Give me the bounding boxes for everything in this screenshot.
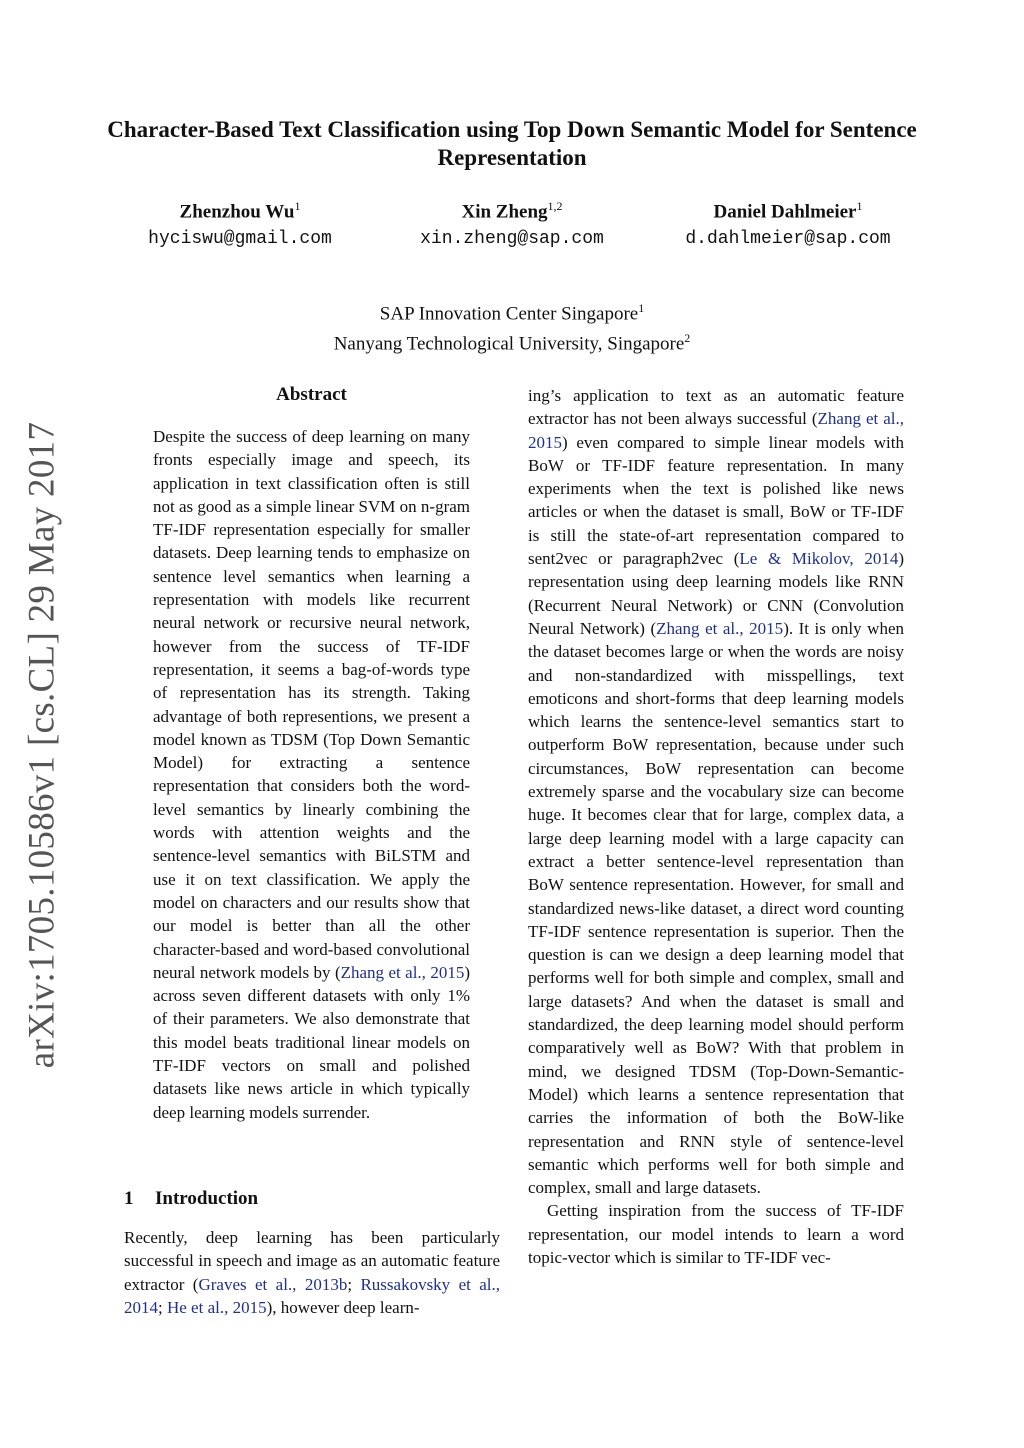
arxiv-id-text: arXiv:1705.10586v1 [cs.CL] 29 May 2017 [21,421,63,1069]
abstract-heading: Abstract [276,384,347,405]
author-email[interactable]: d.dahlmeier@sap.com [685,229,891,250]
citation-link[interactable]: Zhang et al., 2015 [340,962,465,982]
abstract-body: Despite the success of deep learning on many fronts especially image and speech, its application in text classification often is still not as good as a simple linear SVM on n-gram TF-IDF representation especially for smaller datasets. Deep learning tends to emphasize on sentence level semantics when learning a representation with models like recurrent neural network or recursive neural network, however from the success of TF-IDF representation, it seems a bag-of-words type of representation has its strength. Taking advantage of both representions, we present a model known as TDSM (Top Down Semantic Model) for extracting a sentence representation that considers both the word-level semantics by linearly combining the words with attention weights and the sentence-level semantics with BiLSTM and use it on text classification. We apply the model on characters and our results show that our model is better than all the other character-based and word-based convolutional neural network models by (Zhang et al., 2015) across seven different datasets with only 1% of their parameters. We also demonstrate that this model beats traditional linear models on TF-IDF vectors on small and polished datasets like news article in which typically deep learning models surrender. [153,427,471,1122]
citation-link[interactable]: Zhang et al., 2015 [528,409,904,452]
author-name: Zhenzhou Wu$^1$ [179,199,301,223]
right-column [528,384,904,1269]
affiliation-2: Nanyang Technological University, Singapore$^2$ [333,331,691,355]
affiliation-1: SAP Innovation Center Singapore$^1$ [379,301,645,325]
author-name: Xin Zheng$^{1,2}$ [461,199,563,223]
author-email[interactable]: xin.zheng@sap.com [420,229,604,250]
paper-title: Character-Based Text Classification using Top Down Semantic Model for Sentence Representation [107,117,917,170]
paragraph: Getting inspiration from the success of TF-IDF representation, our model intends to learn a word topic-vector which is similar to TF-IDF vec- [528,1201,904,1267]
citation-link[interactable]: Le & Mikolov, 2014 [739,549,899,569]
introduction-body: Recently, deep learning has been particularly successful in speech and image as an automatic feature extractor (Graves et al., 2013b; Russakovsky et al., 2014; He et al., 2015), however deep learn- [124,1228,500,1317]
author-name: Daniel Dahlmeier$^1$ [713,199,863,223]
citation-link[interactable]: Zhang et al., 2015 [656,618,784,638]
affiliations [100,296,924,357]
author-2 [392,194,632,252]
citation-link[interactable]: Russakovsky et al., 2014 [124,1274,500,1317]
paragraph: ing’s application to text as an automatic feature extractor has not been always successful (Zhang et al., 2015) even compared to simple linear models with BoW or TF-IDF feature representation. In many experiments when the text is polished like news articles or when the dataset is small, BoW or TF-IDF is still the state-of-art representation compared to sent2vec or paragraph2vec (Le & Mikolov, 2014) representation using deep learning models like RNN (Recurrent Neural Network) or CNN (Convolution Neural Network) (Zhang et al., 2015). It is only when the dataset becomes large or when the words are noisy and non-standardized with misspellings, text emoticons and short-forms that deep learning models which learns the sentence-level semantics start to outperform BoW representation, because under such circumstances, BoW representation can become extremely sparse and the vocabulary size can become huge. It becomes clear that for large, complex data, a large deep learning model with a large capacity can extract a better sentence-level representation than BoW sentence representation. However, for small and standardized news-like dataset, a direct word counting TF-IDF sentence representation is superior. Then the question is can we design a deep learning model that performs well for both simple and complex, small and large datasets? And when the dataset is small and standardized, the deep learning model should perform comparatively well as BoW? With that problem in mind, we designed TDSM (Top-Down-Semantic-Model) which learns a sentence representation that carries the information of both the BoW-like representation and RNN style of sentence-level semantic which performs well for both simple and complex, small and large datasets. [528,386,904,1198]
section-heading-introduction: 1 Introduction [124,1188,259,1209]
author-1 [120,194,360,252]
arxiv-identifier [12,421,72,1069]
author-3 [646,194,930,252]
author-email[interactable]: hyciswu@gmail.com [148,229,332,250]
citation-link[interactable]: Graves et al., 2013b [198,1274,348,1294]
citation-link[interactable]: He et al., 2015 [166,1297,267,1317]
